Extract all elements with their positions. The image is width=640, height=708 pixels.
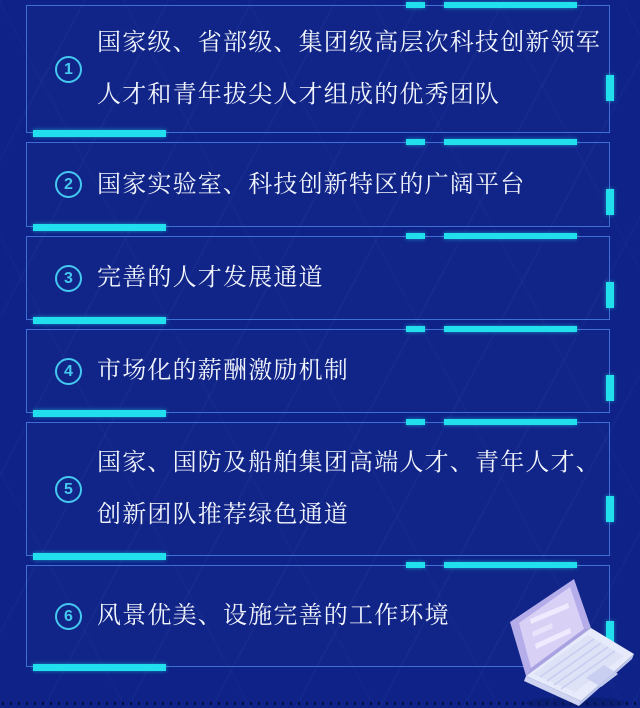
item-number-badge: 3 xyxy=(55,265,82,292)
item-text: 市场化的薪酬激励机制 xyxy=(97,357,349,384)
top-accent-short-segment xyxy=(406,2,425,8)
item-text: 风景优美、设施完善的工作环境 xyxy=(97,602,450,629)
item-number-badge: 1 xyxy=(55,56,82,83)
top-accent-short-segment xyxy=(406,419,425,425)
benefit-item-1 xyxy=(26,5,610,133)
benefit-item-3 xyxy=(26,236,610,320)
item-text: 国家实验室、科技创新特区的广阔平台 xyxy=(97,170,526,198)
item-number-badge: 5 xyxy=(55,476,82,503)
bottom-underline-bar xyxy=(33,553,166,560)
right-accent-bar xyxy=(606,282,614,308)
top-accent-long-segment xyxy=(444,233,577,239)
top-accent-long-segment xyxy=(444,2,577,8)
item-text: 国家、国防及船舶集团高端人才、青年人才、创新团队推荐绿色通道 xyxy=(97,449,601,528)
top-accent-short-segment xyxy=(406,562,425,568)
top-accent-long-segment xyxy=(444,139,577,145)
top-accent-long-segment xyxy=(444,562,577,568)
bottom-underline-bar xyxy=(33,410,166,417)
item-number-badge: 6 xyxy=(55,603,82,630)
item-number-badge: 4 xyxy=(55,358,82,385)
right-accent-bar xyxy=(606,75,614,101)
benefit-item-4 xyxy=(26,329,610,413)
right-accent-bar xyxy=(606,189,614,215)
benefit-item-2 xyxy=(26,142,610,227)
benefit-list xyxy=(26,5,610,667)
item-number-badge: 2 xyxy=(55,171,82,198)
top-accent-short-segment xyxy=(406,139,425,145)
laptop-icon xyxy=(500,577,640,707)
item-text: 完善的人才发展通道 xyxy=(97,264,324,291)
benefit-item-5 xyxy=(26,422,610,556)
right-accent-bar xyxy=(606,375,614,401)
top-accent-long-segment xyxy=(444,326,577,332)
item-text: 国家级、省部级、集团级高层次科技创新领军人才和青年拔尖人才组成的优秀团队 xyxy=(97,29,601,108)
bottom-underline-bar xyxy=(33,130,166,137)
right-accent-bar xyxy=(606,496,614,522)
top-accent-short-segment xyxy=(406,326,425,332)
bottom-underline-bar xyxy=(33,317,166,324)
top-accent-long-segment xyxy=(444,419,577,425)
bottom-underline-bar xyxy=(33,224,166,231)
bottom-underline-bar xyxy=(33,664,166,671)
top-accent-short-segment xyxy=(406,233,425,239)
